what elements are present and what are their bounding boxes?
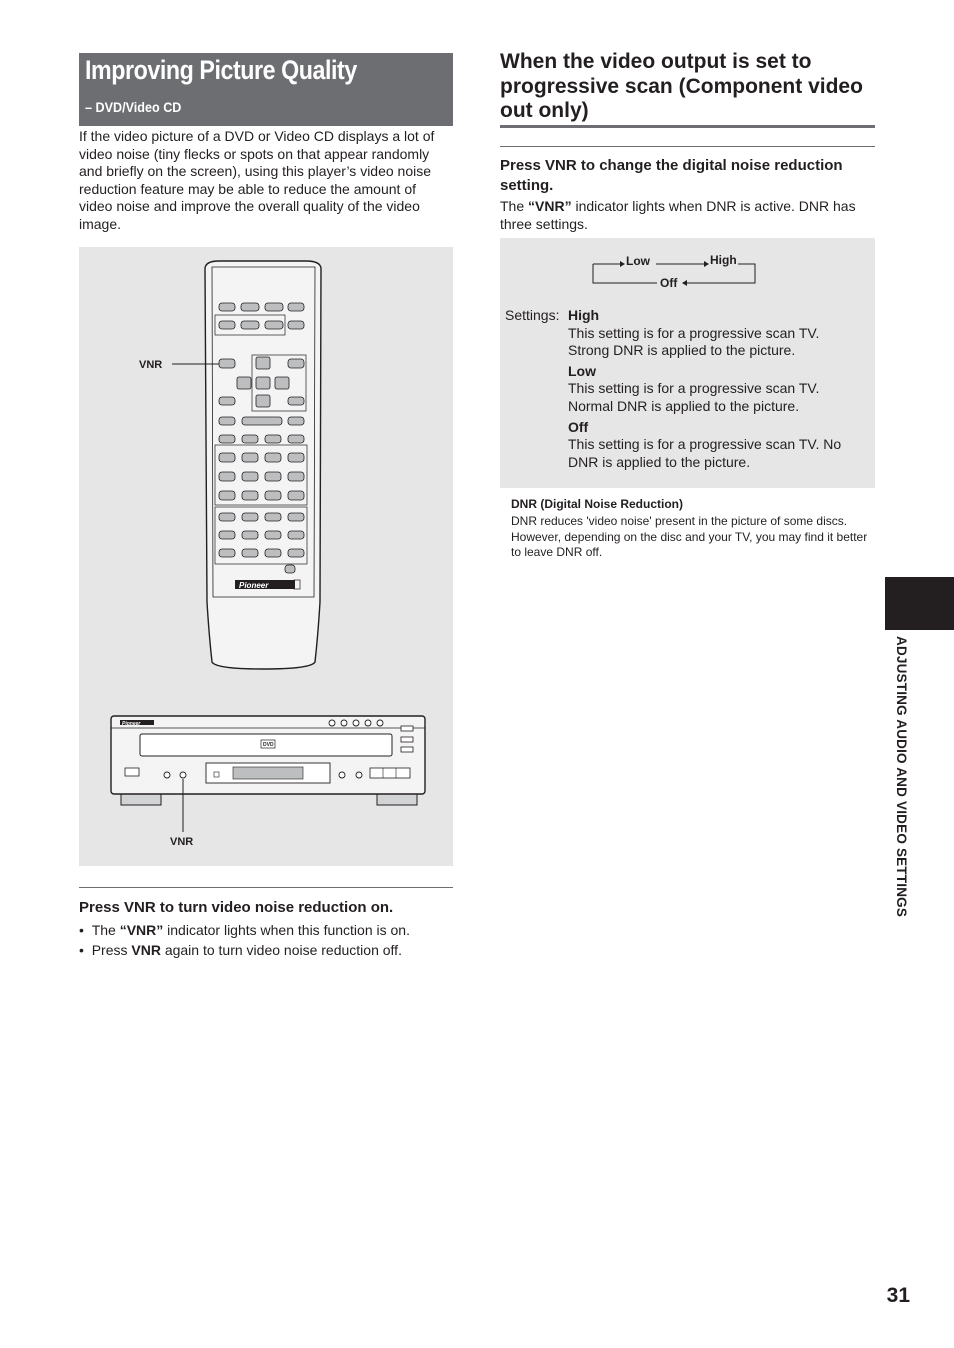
title-underline: [500, 125, 875, 128]
step-heading-right: Press VNR to change the digital noise reduction setting.: [500, 157, 843, 194]
right-step-divider: [500, 146, 875, 147]
setting-off: Off This setting is for a progressive scan TV. No DNR is applied to the picture.: [568, 418, 842, 470]
bullet-list: [79, 920, 453, 960]
setting-high: High This setting is for a progressive scan TV. Strong DNR is applied to the picture.: [568, 307, 820, 359]
intro-paragraph: If the video picture of a DVD or Video CD displays a lot of video noise (tiny flecks or spots on that appear randomly and briefly on the screen), using this player’s video noise reduction feature may be able to reduce the amount of video noise and improve the overall quality of the video image.: [79, 128, 435, 232]
step-divider: [79, 887, 453, 888]
settings-list: [568, 307, 863, 471]
page-subtitle: – DVD/Video CD: [85, 99, 182, 115]
settings-box: [500, 238, 875, 488]
page-title: Improving Picture Quality: [85, 55, 357, 85]
chapter-tab: [885, 577, 954, 630]
dvd-logo: DVD: [263, 742, 274, 748]
note-text: DNR reduces 'video noise' present in the picture of some discs. However, depending on the disc and your TV, you may find it better to leave DNR off.: [511, 514, 868, 560]
settings-label: Settings:: [505, 307, 560, 323]
remote-and-player-illustration: [79, 247, 453, 866]
right-section-title: When the video output is set to progressive scan (Component video out only): [500, 50, 863, 122]
cycle-off: Off: [660, 276, 678, 290]
dnr-cycle-diagram: [500, 238, 875, 298]
step-description: The “VNR” indicator lights when DNR is active. DNR has three settings.: [500, 198, 856, 232]
remote-and-player-figure: [79, 247, 453, 866]
cycle-high: High: [710, 253, 737, 267]
bullet-item: • Press VNR again to turn video noise reduction off.: [79, 942, 402, 958]
note-title: DNR (Digital Noise Reduction): [511, 497, 684, 511]
remote-control-drawing: [172, 261, 321, 669]
setting-low: Low This setting is for a progressive scan TV. Normal DNR is applied to the picture.: [568, 362, 820, 414]
bullet-item: • The “VNR” indicator lights when this function is on.: [79, 922, 410, 938]
remote-vnr-label: VNR: [139, 359, 163, 371]
dvd-player-drawing: [111, 716, 425, 832]
player-vnr-label: VNR: [170, 836, 194, 848]
chapter-tab-label: ADJUSTING AUDIO AND VIDEO SETTINGS: [894, 636, 909, 918]
cycle-low: Low: [626, 254, 650, 268]
player-brand-logo: Pioneer: [122, 721, 141, 727]
step-heading-left: Press VNR to turn video noise reduction on.: [79, 899, 394, 916]
page-number: 31: [886, 1284, 910, 1307]
section-title-box: [79, 53, 453, 126]
remote-brand-logo: Pioneer: [239, 581, 269, 590]
